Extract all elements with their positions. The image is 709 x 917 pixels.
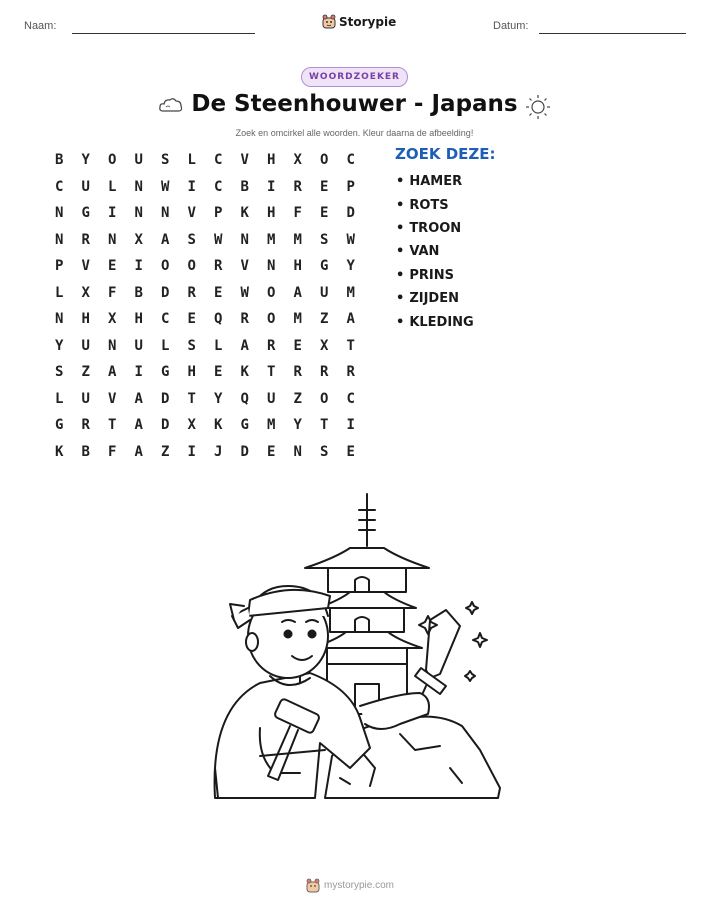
date-label: Datum: bbox=[493, 20, 529, 32]
grid-row bbox=[46, 333, 364, 360]
grid-cell: O bbox=[187, 258, 196, 275]
grid-cell: Y bbox=[81, 152, 90, 169]
grid-cell: U bbox=[81, 337, 90, 354]
word-list-item bbox=[396, 193, 474, 216]
grid-cell: N bbox=[134, 205, 143, 222]
grid-cell: I bbox=[346, 417, 355, 434]
grid-cell: C bbox=[55, 178, 64, 195]
name-label: Naam: bbox=[24, 20, 57, 32]
grid-cell: E bbox=[187, 311, 196, 328]
grid-cell: R bbox=[240, 311, 249, 328]
grid-row bbox=[46, 147, 364, 174]
grid-cell: Q bbox=[240, 390, 249, 407]
grid-cell: X bbox=[108, 311, 117, 328]
grid-cell: R bbox=[214, 258, 223, 275]
grid-cell: C bbox=[346, 390, 355, 407]
grid-cell: C bbox=[346, 152, 355, 169]
word: PRINS bbox=[409, 267, 454, 283]
grid-cell: L bbox=[187, 152, 196, 169]
grid-cell: D bbox=[346, 205, 355, 222]
grid-row bbox=[46, 386, 364, 413]
grid-cell: E bbox=[320, 205, 329, 222]
grid-cell: T bbox=[346, 337, 355, 354]
word-search-grid bbox=[46, 147, 364, 465]
grid-cell: J bbox=[214, 443, 223, 460]
instructions: Zoek en omcirkel alle woorden. Kleur daarna de afbeelding! bbox=[235, 128, 474, 138]
grid-cell: V bbox=[240, 152, 249, 169]
grid-cell: N bbox=[55, 311, 64, 328]
grid-cell: H bbox=[134, 311, 143, 328]
grid-cell: D bbox=[161, 417, 170, 434]
footer-url: mystorypie.com bbox=[324, 880, 395, 891]
grid-cell: A bbox=[240, 337, 249, 354]
word-list-item bbox=[396, 287, 474, 310]
grid-cell: G bbox=[240, 417, 249, 434]
grid-cell: P bbox=[55, 258, 64, 275]
grid-cell: R bbox=[320, 364, 329, 381]
grid-cell: E bbox=[214, 364, 223, 381]
grid-cell: I bbox=[267, 178, 276, 195]
grid-cell: L bbox=[161, 337, 170, 354]
grid-row bbox=[46, 280, 364, 307]
grid-cell: N bbox=[108, 231, 117, 248]
grid-cell: Q bbox=[214, 311, 223, 328]
grid-cell: O bbox=[267, 284, 276, 301]
grid-cell: N bbox=[55, 231, 64, 248]
grid-cell: K bbox=[240, 205, 249, 222]
grid-cell: D bbox=[161, 390, 170, 407]
grid-cell: U bbox=[81, 178, 90, 195]
grid-cell: R bbox=[81, 417, 90, 434]
grid-cell: G bbox=[320, 258, 329, 275]
grid-cell: T bbox=[108, 417, 117, 434]
grid-cell: A bbox=[134, 417, 143, 434]
grid-cell: D bbox=[161, 284, 170, 301]
grid-cell: V bbox=[108, 390, 117, 407]
grid-cell: I bbox=[134, 258, 143, 275]
grid-cell: U bbox=[134, 337, 143, 354]
grid-cell: I bbox=[187, 178, 196, 195]
brand-name: Storypie bbox=[339, 14, 397, 29]
grid-cell: A bbox=[134, 390, 143, 407]
grid-cell: G bbox=[55, 417, 64, 434]
grid-cell: R bbox=[187, 284, 196, 301]
grid-cell: B bbox=[240, 178, 249, 195]
grid-cell: F bbox=[293, 205, 302, 222]
grid-cell: X bbox=[187, 417, 196, 434]
grid-cell: E bbox=[108, 258, 117, 275]
bullet: • bbox=[396, 244, 405, 260]
grid-cell: R bbox=[267, 337, 276, 354]
grid-cell: O bbox=[320, 152, 329, 169]
word-list-item bbox=[396, 264, 474, 287]
grid-cell: X bbox=[81, 284, 90, 301]
grid-cell: H bbox=[81, 311, 90, 328]
word-list-item bbox=[396, 310, 474, 333]
grid-cell: A bbox=[108, 364, 117, 381]
grid-cell: I bbox=[108, 205, 117, 222]
grid-cell: P bbox=[214, 205, 223, 222]
word: ROTS bbox=[409, 197, 449, 213]
grid-cell: R bbox=[293, 178, 302, 195]
category-badge: WOORDZOEKER bbox=[301, 67, 408, 87]
grid-cell: A bbox=[346, 311, 355, 328]
grid-cell: W bbox=[346, 231, 355, 248]
grid-cell: Z bbox=[81, 364, 90, 381]
grid-cell: K bbox=[214, 417, 223, 434]
grid-cell: Y bbox=[214, 390, 223, 407]
grid-cell: K bbox=[55, 443, 64, 460]
grid-cell: M bbox=[293, 311, 302, 328]
grid-cell: U bbox=[134, 152, 143, 169]
bullet: • bbox=[396, 291, 405, 307]
grid-cell: D bbox=[240, 443, 249, 460]
grid-cell: Y bbox=[346, 258, 355, 275]
grid-cell: S bbox=[320, 231, 329, 248]
grid-row bbox=[46, 227, 364, 254]
grid-cell: F bbox=[108, 443, 117, 460]
grid-cell: N bbox=[108, 337, 117, 354]
grid-cell: H bbox=[267, 152, 276, 169]
bullet: • bbox=[396, 267, 405, 283]
grid-cell: O bbox=[108, 152, 117, 169]
grid-cell: Y bbox=[55, 337, 64, 354]
grid-cell: N bbox=[55, 205, 64, 222]
grid-cell: M bbox=[267, 417, 276, 434]
grid-cell: I bbox=[134, 364, 143, 381]
grid-cell: E bbox=[346, 443, 355, 460]
name-line bbox=[72, 33, 255, 34]
grid-cell: O bbox=[320, 390, 329, 407]
grid-cell: L bbox=[214, 337, 223, 354]
grid-cell: L bbox=[55, 390, 64, 407]
word-list-item bbox=[396, 170, 474, 193]
bullet: • bbox=[396, 314, 405, 330]
word-list-item bbox=[396, 240, 474, 263]
bullet: • bbox=[396, 174, 405, 190]
grid-cell: W bbox=[161, 178, 170, 195]
grid-cell: M bbox=[293, 231, 302, 248]
grid-cell: E bbox=[214, 284, 223, 301]
grid-cell: S bbox=[55, 364, 64, 381]
word-list-title: ZOEK DEZE: bbox=[395, 145, 496, 163]
grid-cell: E bbox=[293, 337, 302, 354]
grid-cell: G bbox=[81, 205, 90, 222]
grid-row bbox=[46, 359, 364, 386]
grid-cell: B bbox=[134, 284, 143, 301]
grid-cell: P bbox=[346, 178, 355, 195]
grid-cell: N bbox=[293, 443, 302, 460]
grid-cell: C bbox=[161, 311, 170, 328]
grid-cell: W bbox=[214, 231, 223, 248]
grid-cell: N bbox=[134, 178, 143, 195]
grid-row bbox=[46, 306, 364, 333]
word: VAN bbox=[409, 244, 440, 260]
bullet: • bbox=[396, 197, 405, 213]
grid-cell: B bbox=[81, 443, 90, 460]
grid-cell: U bbox=[267, 390, 276, 407]
grid-cell: N bbox=[267, 258, 276, 275]
grid-cell: O bbox=[267, 311, 276, 328]
grid-cell: R bbox=[293, 364, 302, 381]
grid-cell: Y bbox=[293, 417, 302, 434]
grid-cell: M bbox=[346, 284, 355, 301]
grid-row bbox=[46, 174, 364, 201]
grid-cell: L bbox=[108, 178, 117, 195]
bullet: • bbox=[396, 220, 405, 236]
grid-cell: W bbox=[240, 284, 249, 301]
grid-cell: A bbox=[293, 284, 302, 301]
grid-cell: T bbox=[187, 390, 196, 407]
grid-row bbox=[46, 412, 364, 439]
grid-cell: L bbox=[55, 284, 64, 301]
sun-icon bbox=[524, 93, 552, 121]
storypie-logo-icon bbox=[306, 878, 320, 893]
grid-cell: C bbox=[214, 152, 223, 169]
grid-row bbox=[46, 439, 364, 466]
grid-cell: H bbox=[187, 364, 196, 381]
grid-cell: E bbox=[320, 178, 329, 195]
grid-cell: V bbox=[81, 258, 90, 275]
word: HAMER bbox=[409, 174, 463, 190]
word-list bbox=[396, 170, 474, 334]
grid-cell: S bbox=[320, 443, 329, 460]
grid-cell: A bbox=[134, 443, 143, 460]
grid-cell: I bbox=[187, 443, 196, 460]
grid-cell: H bbox=[293, 258, 302, 275]
grid-cell: N bbox=[240, 231, 249, 248]
grid-cell: X bbox=[320, 337, 329, 354]
grid-cell: O bbox=[161, 258, 170, 275]
page-title: De Steenhouwer - Japans bbox=[191, 91, 518, 117]
grid-cell: B bbox=[55, 152, 64, 169]
grid-cell: V bbox=[240, 258, 249, 275]
grid-row bbox=[46, 200, 364, 227]
grid-cell: U bbox=[81, 390, 90, 407]
grid-cell: A bbox=[161, 231, 170, 248]
grid-cell: U bbox=[320, 284, 329, 301]
grid-cell: Z bbox=[320, 311, 329, 328]
grid-cell: R bbox=[81, 231, 90, 248]
grid-row bbox=[46, 253, 364, 280]
footer bbox=[306, 878, 394, 893]
grid-cell: T bbox=[267, 364, 276, 381]
grid-cell: G bbox=[161, 364, 170, 381]
word: TROON bbox=[409, 220, 462, 236]
grid-cell: K bbox=[240, 364, 249, 381]
grid-cell: Z bbox=[293, 390, 302, 407]
grid-cell: X bbox=[293, 152, 302, 169]
grid-cell: S bbox=[161, 152, 170, 169]
grid-cell: S bbox=[187, 231, 196, 248]
grid-cell: F bbox=[108, 284, 117, 301]
grid-cell: T bbox=[320, 417, 329, 434]
grid-cell: R bbox=[346, 364, 355, 381]
brand bbox=[322, 14, 396, 29]
word: KLEDING bbox=[409, 314, 474, 330]
grid-cell: E bbox=[267, 443, 276, 460]
word-list-item bbox=[396, 217, 474, 240]
word: ZIJDEN bbox=[409, 291, 459, 307]
storypie-logo-icon bbox=[322, 14, 336, 29]
grid-cell: V bbox=[187, 205, 196, 222]
grid-cell: C bbox=[214, 178, 223, 195]
grid-cell: Z bbox=[161, 443, 170, 460]
grid-cell: S bbox=[187, 337, 196, 354]
date-line bbox=[539, 33, 686, 34]
grid-cell: N bbox=[161, 205, 170, 222]
grid-cell: X bbox=[134, 231, 143, 248]
grid-cell: H bbox=[267, 205, 276, 222]
stonemason-illustration bbox=[200, 488, 510, 806]
grid-cell: M bbox=[267, 231, 276, 248]
